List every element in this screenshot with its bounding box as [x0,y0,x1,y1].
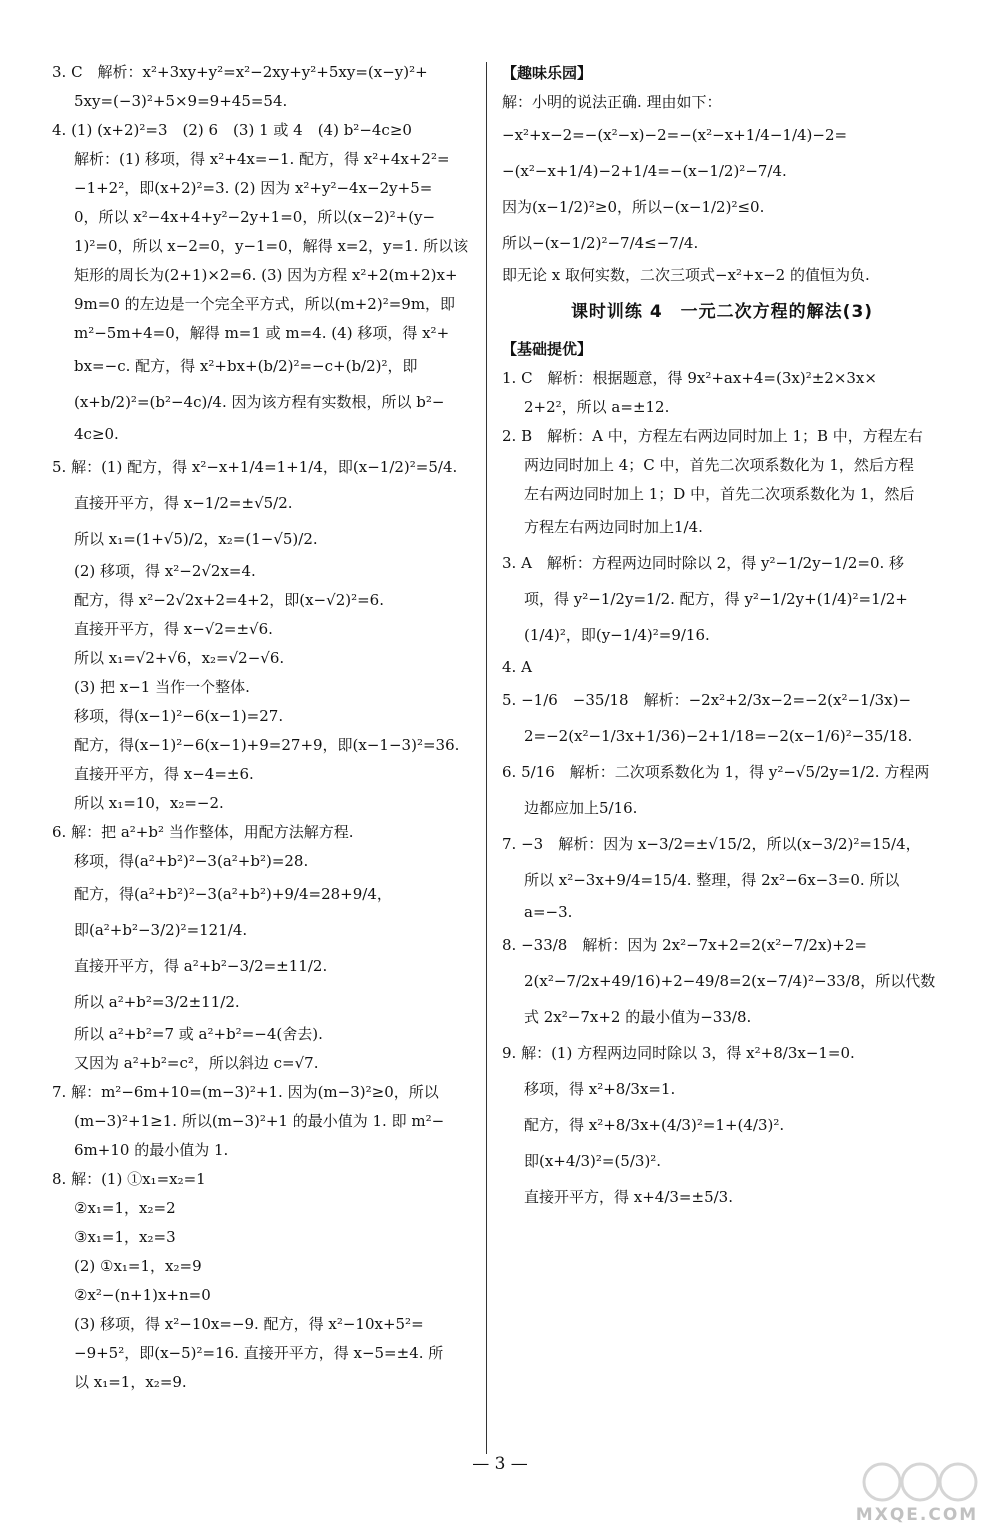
basic-answer-line: (1/4)²，即(y−1/4)²=9/16. [524,626,710,644]
answer-line: 所以 a²+b²=3/2±11/2. [74,993,240,1011]
answer-line: ②x²−(n+1)x+n=0 [74,1286,211,1304]
left-column [52,58,480,1397]
answer-line: 直接开平方，得 x−√2=±√6. [74,620,273,638]
basic-answer-line: 1. C 解析：根据题意，得 9x²+ax+4=(3x)²±2×3x× [502,369,877,387]
answer-line: −9+5²，即(x−5)²=16. 直接开平方，得 x−5=±4. 所 [74,1344,444,1362]
basic-answer-line: a=−3. [524,903,573,921]
fun-answer-line: 解：小明的说法正确. 理由如下： [502,93,722,111]
answer-line: 所以 x₁=√2+√6，x₂=√2−√6. [74,649,285,667]
answer-line: 直接开平方，得 x−1/2=±√5/2. [74,494,293,512]
answer-line: (m−3)²+1≥1. 所以(m−3)²+1 的最小值为 1. 即 m²− [74,1112,445,1130]
basic-answer-line: 直接开平方，得 x+4/3=±5/3. [524,1188,733,1206]
fun-answer-line: −x²+x−2=−(x²−x)−2=−(x²−x+1/4−1/4)−2= [502,126,848,144]
answer-line: (2) 移项，得 x²−2√2x=4. [74,562,256,580]
answer-line: 6m+10 的最小值为 1. [74,1141,229,1159]
fun-answer-line: 所以−(x−1/2)²−7/4≤−7/4. [502,234,699,252]
lesson-title: 课时训练 4 一元二次方程的解法(3) [570,302,874,322]
basic-answer-line: 2(x²−7/2x+49/16)+2−49/8=2(x−7/4)²−33/8，所以代数 [524,972,936,990]
answer-line: 以 x₁=1，x₂=9. [74,1373,187,1391]
answer-line: (2) ①x₁=1，x₂=9 [74,1257,202,1275]
watermark-logo [842,1458,992,1526]
answer-line: (3) 移项，得 x²−10x=−9. 配方，得 x²−10x+5²= [74,1315,424,1333]
answer-line: 配方，得(x−1)²−6(x−1)+9=27+9，即(x−1−3)²=36. [74,736,460,754]
basic-answer-line: 2=−2(x²−1/3x+1/36)−2+1/18=−2(x−1/6)²−35/18. [524,727,913,745]
basic-answer-line: 9. 解：(1) 方程两边同时除以 3，得 x²+8/3x−1=0. [502,1044,855,1062]
basic-answer-line: 方程左右两边同时加上1/4. [524,518,703,536]
basic-answer-line: 8. −33/8 解析：因为 2x²−7x+2=2(x²−7/2x)+2= [502,936,867,954]
answer-line: −1+2²，即(x+2)²=3. (2) 因为 x²+y²−4x−2y+5= [74,179,433,197]
answer-line: 解析：(1) 移项，得 x²+4x=−1. 配方，得 x²+4x+2²= [74,150,450,168]
answer-line: 所以 a²+b²=7 或 a²+b²=−4(舍去). [74,1025,323,1043]
fun-answer-line: −(x²−x+1/4)−2+1/4=−(x−1/2)²−7/4. [502,162,787,180]
answer-line: (3) 把 x−1 当作一个整体. [74,678,250,696]
basic-answer-line: 即(x+4/3)²=(5/3)². [524,1152,662,1170]
svg-text:MXQE.COM: MXQE.COM [855,1505,979,1525]
answer-line: 移项，得(a²+b²)²−3(a²+b²)=28. [74,852,309,870]
basic-answer-line: 移项，得 x²+8/3x=1. [524,1080,676,1098]
basic-section-body [502,364,942,1215]
answer-line: 5. 解：(1) 配方，得 x²−x+1/4=1+1/4，即(x−1/2)²=5/4. [52,458,458,476]
answer-line: 0，所以 x²−4x+4+y²−2y+1=0，所以(x−2)²+(y− [74,208,436,226]
answer-line: 矩形的周长为(2+1)×2=6. (3) 因为方程 x²+2(m+2)x+ [74,266,458,284]
basic-answer-line: 6. 5/16 解析：二次项系数化为 1，得 y²−√5/2y=1/2. 方程两 [502,763,930,781]
basic-answer-line: 2+2²，所以 a=±12. [524,398,670,416]
page-number: — 3 — [472,1454,528,1474]
answer-line: 配方，得 x²−2√2x+2=4+2，即(x−√2)²=6. [74,591,384,609]
answer-line: 即(a²+b²−3/2)²=121/4. [74,921,248,939]
basic-answer-line: 2. B 解析：A 中，方程左右两边同时加上 1；B 中，方程左右 [502,427,923,445]
answer-line: 6. 解：把 a²+b² 当作整体，用配方法解方程. [52,823,354,841]
answer-line: m²−5m+4=0，解得 m=1 或 m=4. (4) 移项，得 x²+ [74,324,450,342]
basic-answer-line: 项，得 y²−1/2y=1/2. 配方，得 y²−1/2y+(1/4)²=1/2+ [524,590,908,608]
basic-answer-line: 3. A 解析：方程两边同时除以 2，得 y²−1/2y−1/2=0. 移 [502,554,905,572]
answer-line: ②x₁=1，x₂=2 [74,1199,176,1217]
column-divider [486,62,487,1454]
answer-line: 8. 解：(1) ①x₁=x₂=1 [52,1170,206,1188]
basic-answer-line: 边都应加上5/16. [524,799,638,817]
answer-line: 1)²=0，所以 x−2=0，y−1=0，解得 x=2，y=1. 所以该 [74,237,469,255]
basic-answer-line: 两边同时加上 4；C 中，首先二次项系数化为 1，然后方程 [524,456,914,474]
basic-answer-line: 4. A [502,658,532,676]
basic-answer-line: 5. −1/6 −35/18 解析：−2x²+2/3x−2=−2(x²−1/3x)− [502,691,912,709]
answer-line: (x+b/2)²=(b²−4c)/4. 因为该方程有实数根，所以 b²− [74,393,445,411]
basic-answer-line: 所以 x²−3x+9/4=15/4. 整理，得 2x²−6x−3=0. 所以 [524,871,900,889]
answer-line: 5xy=(−3)²+5×9=9+45=54. [74,92,288,110]
answer-line: bx=−c. 配方，得 x²+bx+(b/2)²=−c+(b/2)²，即 [74,357,418,375]
fun-section-body [502,88,942,290]
answer-line: 所以 x₁=10，x₂=−2. [74,794,224,812]
answer-line: 直接开平方，得 x−4=±6. [74,765,254,783]
answer-line: 移项，得(x−1)²−6(x−1)=27. [74,707,284,725]
basic-answer-line: 左右两边同时加上 1；D 中，首先二次项系数化为 1，然后 [524,485,915,503]
answer-line: 配方，得(a²+b²)²−3(a²+b²)+9/4=28+9/4， [74,885,392,903]
basic-answer-line: 7. −3 解析：因为 x−3/2=±√15/2，所以(x−3/2)²=15/4， [502,835,921,853]
right-column [502,58,942,1215]
basic-answer-line: 配方，得 x²+8/3x+(4/3)²=1+(4/3)². [524,1116,785,1134]
answer-line: ③x₁=1，x₂=3 [74,1228,176,1246]
section-heading-fun: 【趣味乐园】 [502,64,593,82]
answer-line: 又因为 a²+b²=c²，所以斜边 c=√7. [74,1054,319,1072]
answer-line: 7. 解：m²−6m+10=(m−3)²+1. 因为(m−3)²≥0，所以 [52,1083,439,1101]
answer-line: 4. (1) (x+2)²=3 (2) 6 (3) 1 或 4 (4) b²−4c≥0 [52,121,412,139]
fun-answer-line: 因为(x−1/2)²≥0，所以−(x−1/2)²≤0. [502,198,765,216]
answer-line: 3. C 解析：x²+3xy+y²=x²−2xy+y²+5xy=(x−y)²+ [52,63,428,81]
basic-answer-line: 式 2x²−7x+2 的最小值为−33/8. [524,1008,752,1026]
answer-line: 4c≥0. [74,425,119,443]
answer-line: 所以 x₁=(1+√5)/2，x₂=(1−√5)/2. [74,530,318,548]
answer-line: 9m=0 的左边是一个完全平方式，所以(m+2)²=9m，即 [74,295,456,313]
fun-answer-line: 即无论 x 取何实数，二次三项式−x²+x−2 的值恒为负. [502,266,870,284]
section-heading-basic: 【基础提优】 [502,340,593,358]
answer-line: 直接开平方，得 a²+b²−3/2=±11/2. [74,957,328,975]
